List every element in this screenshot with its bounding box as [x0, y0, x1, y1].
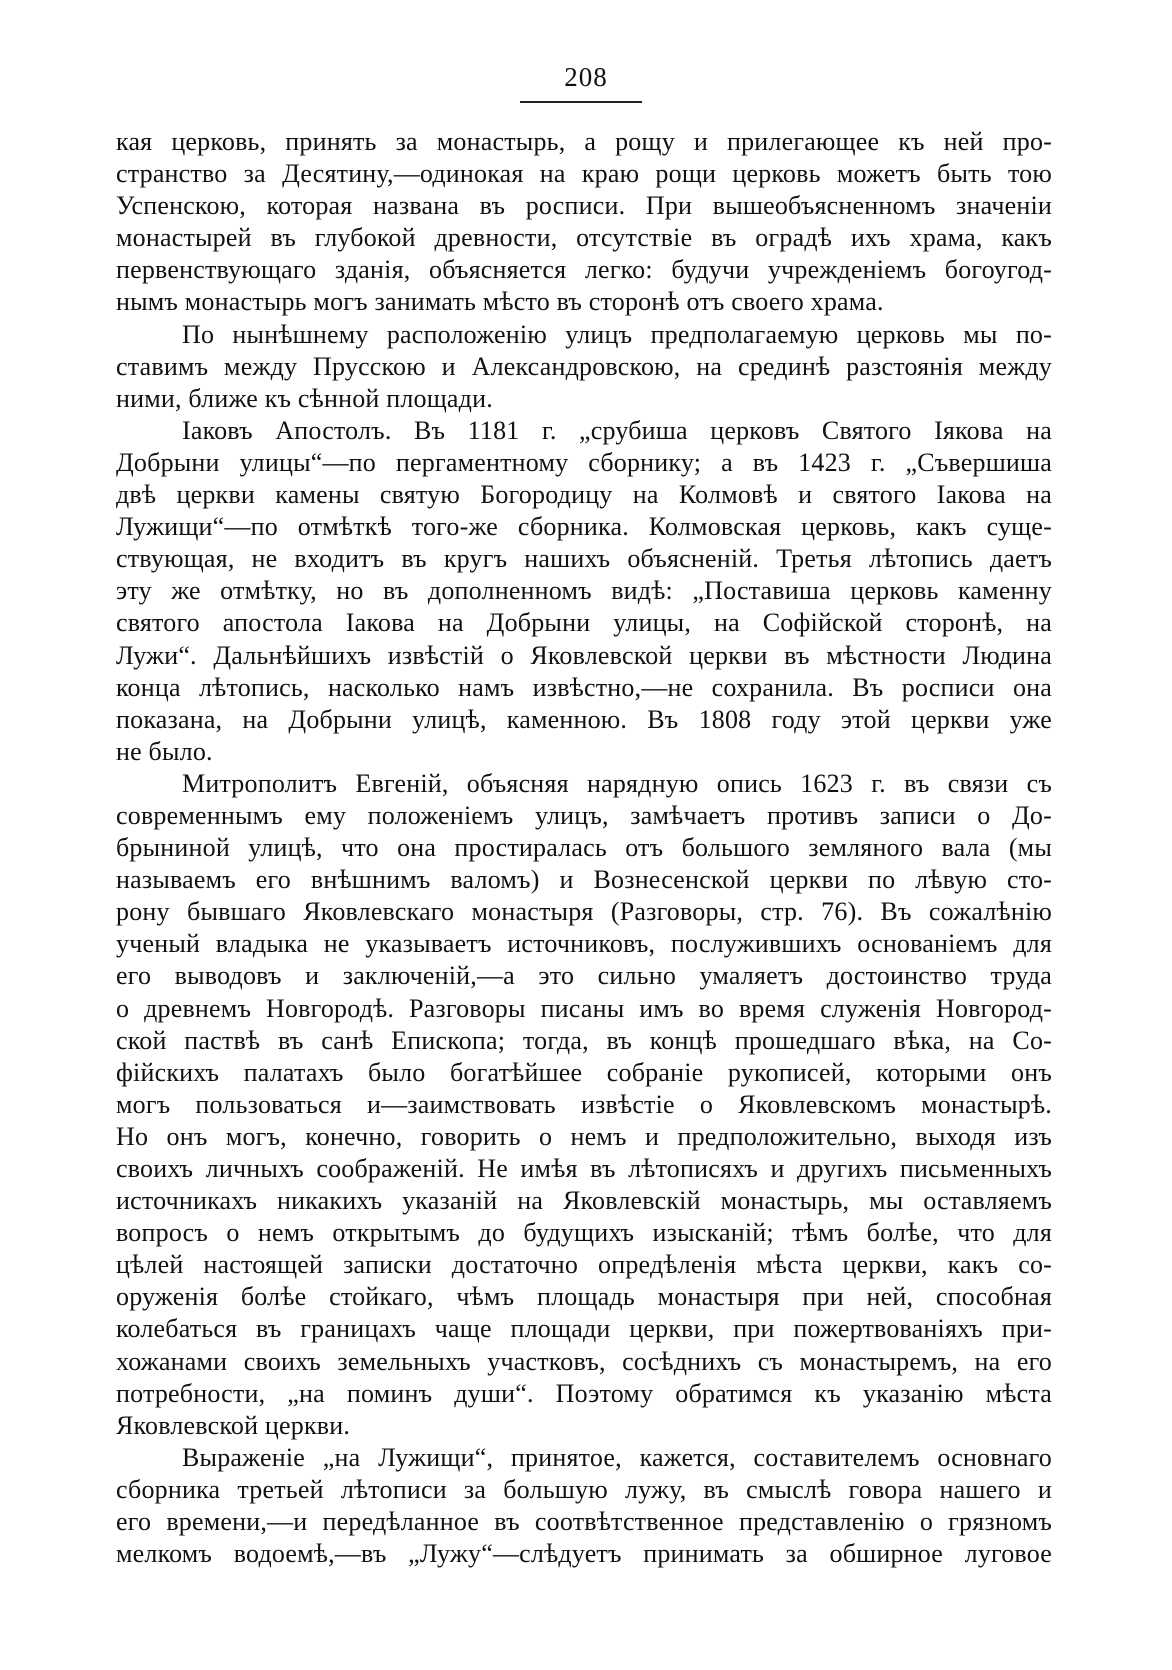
body-text: [116, 126, 1052, 1570]
text-line: кая церковь, принять за монастырь, а рощу и прилегающее къ ней про-: [116, 127, 1052, 156]
text-line: Митрополитъ Евгеній, объясняя нарядную опись 1623 г. въ связи съ: [182, 768, 1052, 798]
text-line: его времени,—и передѣланное въ соотвѣтственное представленію о грязномъ: [116, 1507, 1052, 1537]
text-line: фійскихъ палатахъ было богатѣйшее собраніе рукописей, которыми онъ: [116, 1057, 1052, 1087]
text-line: могъ пользоваться и—заимствовать извѣстіе о Яковлевскомъ монастырѣ.: [116, 1089, 1052, 1119]
text-line: оруженія болѣе стойкаго, чѣмъ площадь монастыря при ней, способная: [116, 1282, 1052, 1312]
text-line: странство за Десятину,—одинокая на краю рощи церковь можетъ быть тою: [116, 159, 1052, 189]
text-line: святого апостола Іакова на Добрыни улицы, на Софійской сторонѣ, на: [116, 608, 1052, 638]
text-line: мелкомъ водоемѣ,—въ „Лужу“—слѣдуетъ принимать за обширное луговое: [116, 1539, 1052, 1569]
text-line: первенствующаго зданія, объясняется легко: будучи учрежденіемъ богоугод-: [116, 255, 1052, 285]
text-line: цѣлей настоящей записки достаточно опредѣленія мѣста церкви, какъ со-: [116, 1250, 1052, 1280]
text-line: называемъ его внѣшнимъ валомъ) и Вознесенской церкви по лѣвую сто-: [116, 865, 1052, 895]
text-line: современнымъ ему положеніемъ улицъ, замѣчаетъ противъ записи о До-: [116, 800, 1052, 830]
text-line: конца лѣтопись, насколько намъ извѣстно,—не сохранила. Въ росписи она: [116, 672, 1052, 702]
text-line: не было.: [116, 736, 213, 766]
text-line: ской паствѣ въ санѣ Епископа; тогда, въ концѣ прошедшаго вѣка, на Со-: [116, 1025, 1052, 1055]
text-line: ними, ближе къ сѣнной площади.: [116, 383, 493, 413]
text-line: брыниной улицѣ, что она простиралась отъ большого земляного вала (мы: [116, 833, 1052, 863]
text-line: колебаться въ границахъ чаще площади церкви, при пожертвованіяхъ при-: [116, 1314, 1052, 1344]
text-line: Но онъ могъ, конечно, говорить о немъ и предположительно, выходя изъ: [116, 1121, 1052, 1151]
text-line: ставимъ между Прусскою и Александровскою, на срединѣ разстоянія между: [116, 351, 1052, 381]
text-line: Лужи“. Дальнѣйшихъ извѣстій о Яковлевской церкви въ мѣстности Людина: [116, 640, 1052, 670]
text-line: источникахъ никакихъ указаній на Яковлевскій монастырь, мы оставляемъ: [116, 1186, 1052, 1216]
text-line: Яковлевской церкви.: [116, 1410, 351, 1440]
text-line: ученый владыка не указываетъ источниковъ, послужившихъ основаніемъ для: [116, 929, 1052, 959]
text-line: потребности, „на поминъ души“. Поэтому обратимся къ указанію мѣста: [116, 1378, 1052, 1408]
text-line: Іаковъ Апостолъ. Въ 1181 г. „срубиша церковъ Святого Іякова на: [182, 415, 1052, 445]
text-line: монастырей въ глубокой древности, отсутствіе въ оградѣ ихъ храма, какъ: [116, 223, 1052, 253]
text-line: нымъ монастырь могъ занимать мѣсто въ сторонѣ отъ своего храма.: [116, 287, 884, 317]
text-line: Лужищи“—по отмѣткѣ того-же сборника. Колмовская церковь, какъ суще-: [116, 512, 1052, 542]
text-line: показана, на Добрыни улицѣ, каменною. Въ 1808 году этой церкви уже: [116, 704, 1052, 734]
text-line: сборника третьей лѣтописи за большую лужу, въ смыслѣ говора нашего и: [116, 1474, 1052, 1504]
text-line: эту же отмѣтку, но въ дополненномъ видѣ: „Поставиша церковь каменну: [116, 576, 1052, 606]
text-line: его выводовъ и заключеній,—а это сильно умаляетъ достоинство труда: [116, 961, 1052, 991]
text-line: о древнемъ Новгородѣ. Разговоры писаны имъ во время служенія Новгород-: [116, 993, 1052, 1023]
text-line: вопросъ о немъ открытымъ до будущихъ изысканій; тѣмъ болѣе, что для: [116, 1218, 1052, 1248]
text-line: двѣ церкви камены святую Богородицу на Колмовѣ и святого Іакова на: [116, 480, 1052, 510]
page-number: 208: [564, 62, 608, 92]
text-line: По нынѣшнему расположенію улицъ предполагаемую церковь мы по-: [182, 319, 1052, 349]
text-line: своихъ личныхъ соображеній. Не имѣя въ лѣтописяхъ и другихъ письменныхъ: [116, 1154, 1052, 1183]
text-line: Выраженіе „на Лужищи“, принятое, кажется, составителемъ основнаго: [182, 1442, 1052, 1472]
text-line: Успенскою, которая названа въ росписи. При вышеобъясненномъ значеніи: [116, 191, 1052, 221]
text-line: хожанами своихъ земельныхъ участковъ, сосѣднихъ съ монастыремъ, на его: [116, 1346, 1052, 1376]
text-line: рону бывшаго Яковлевскаго монастыря (Разговоры, стр. 76). Въ сожалѣнію: [116, 897, 1052, 927]
text-line: Добрыни улицы“—по пергаментному сборнику; а въ 1423 г. „Съвершиша: [116, 447, 1052, 477]
header-rule: [520, 101, 642, 103]
text-line: ствующая, не входитъ въ кругъ нашихъ объясненій. Третья лѣтопись даетъ: [116, 544, 1052, 574]
